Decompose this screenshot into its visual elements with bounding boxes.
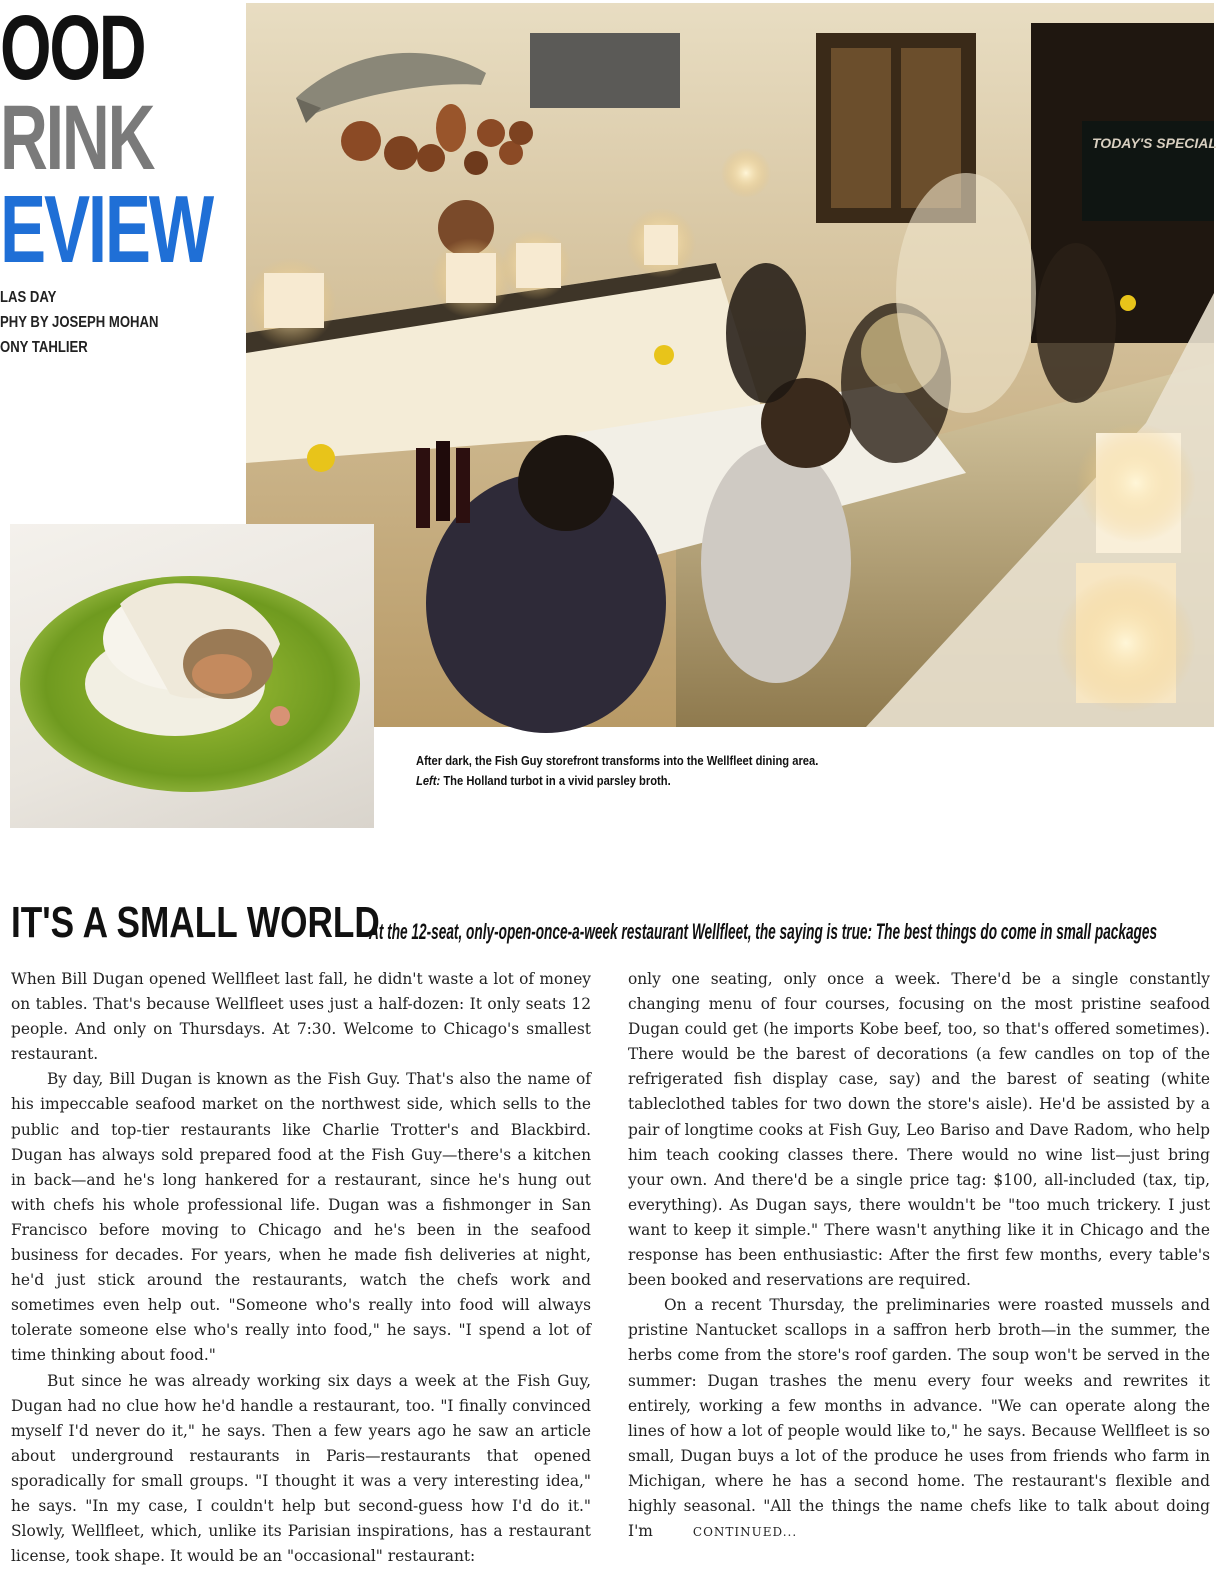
photo-caption-secondary [416,773,671,788]
article-column-left [11,967,591,1569]
section-title-line-3: EVIEW [0,182,176,278]
turbot-dish-photo [10,524,374,828]
photo-caption-main: After dark, the Fish Guy storefront transforms into the Wellfleet dining area. [416,753,818,768]
restaurant-dining-room-photo [246,3,1214,727]
paragraph: When Bill Dugan opened Wellfleet last fall, he didn't waste a lot of money on tables. That's because Wellfleet uses just a half-dozen: It only seats 12 people. And only on Thursdays. At 7:30. Welcome to Chicago's smallest restaurant. [11,967,591,1067]
article-column-right [628,967,1210,1545]
article-headline: IT'S A SMALL WORLD [11,898,380,948]
byline-photographer: PHY BY JOSEPH MOHAN [0,314,158,332]
section-title-line-2: RINK [0,92,176,184]
continued-label: CONTINUED... [693,1525,797,1539]
section-title-line-1: OOD [0,2,176,94]
specials-board-text: TODAY'S SPECIAL [1092,135,1217,151]
caption-secondary-text: The Holland turbot in a vivid parsley broth. [440,773,670,788]
paragraph: But since he was already working six days a week at the Fish Guy, Dugan had no clue how he'd handle a restaurant, too. "I finally convinced myself I'd never do it," he says. Then a few years ago he saw an article about underground restaurants in Paris—restaurants that opened sporadically for small groups. "I thought it was a very interesting idea," he says. "In my case, I couldn't help but second-guess how I'd do it." Slowly, Wellfleet, which, unlike its Parisian inspirations, has a restaurant license, took shape. It would be an "occasional" restaurant: [11,1369,591,1569]
byline-writer: LAS DAY [0,289,56,307]
paragraph-text: On a recent Thursday, the preliminaries were roasted mussels and pristine Nantucket scallops in a saffron herb broth—in the summer, the herbs come from the store's roof garden. The soup won't be served in the summer: Dugan trashes the menu every four weeks and rewrites it entirely, working a few months in advance. "We can operate along the lines of how a lot of people would like to," he says. Because Wellfleet is so small, Dugan buys a lot of the produce he uses from friends who farm in Michigan, where he has a second home. The restaurant's flexible and highly seasonal. "All the things the name chefs like to talk about doing I'm [628,1296,1210,1540]
paragraph [628,1293,1210,1545]
byline-contributor: ONY TAHLIER [0,339,88,357]
caption-lead-label: Left: [416,773,440,788]
paragraph: only one seating, only once a week. There'd be a single constantly changing menu of four courses, focusing on the most pristine seafood Dugan could get (he imports Kobe beef, too, so that's offered sometimes). There would be the barest of decorations (a few candles on top of the refrigerated fish display case, say) and the barest of seating (white tableclothed tables for two down the store's aisle). He'd be assisted by a pair of longtime cooks at Fish Guy, Leo Bariso and Dave Radom, who help him teach cooking classes there. There would no wine list—just bring your own. And there'd be a single price tag: $100, all-included (tax, tip, everything). As Dugan says, there wouldn't be "too much trickery. I just want to keep it simple." There wasn't anything like it in Chicago and the response has been enthusiastic: After the first few months, every table's been booked and reservations are required. [628,967,1210,1293]
paragraph: By day, Bill Dugan is known as the Fish Guy. That's also the name of his impeccable seafood market on the northwest side, which sells to the public and top-tier restaurants like Charlie Trotter's and Blackbird. Dugan has always sold prepared food at the Fish Guy—there's a kitchen in back—and he's long hankered for a restaurant, since he's hung out with chefs his whole professional life. Dugan was a fishmonger in San Francisco before moving to Chicago and he's been in the seafood business for decades. For years, when he made fish deliveries at night, he'd just stick around the restaurants, watch the chefs work and sometimes even help out. "Someone who's really into food will always tolerate someone else who's really into food," he says. "I spend a lot of time thinking about food." [11,1067,591,1368]
article-dek: At the 12-seat, only-open-once-a-week restaurant Wellfleet, the saying is true: The best things do come in small packages [369,919,1157,945]
